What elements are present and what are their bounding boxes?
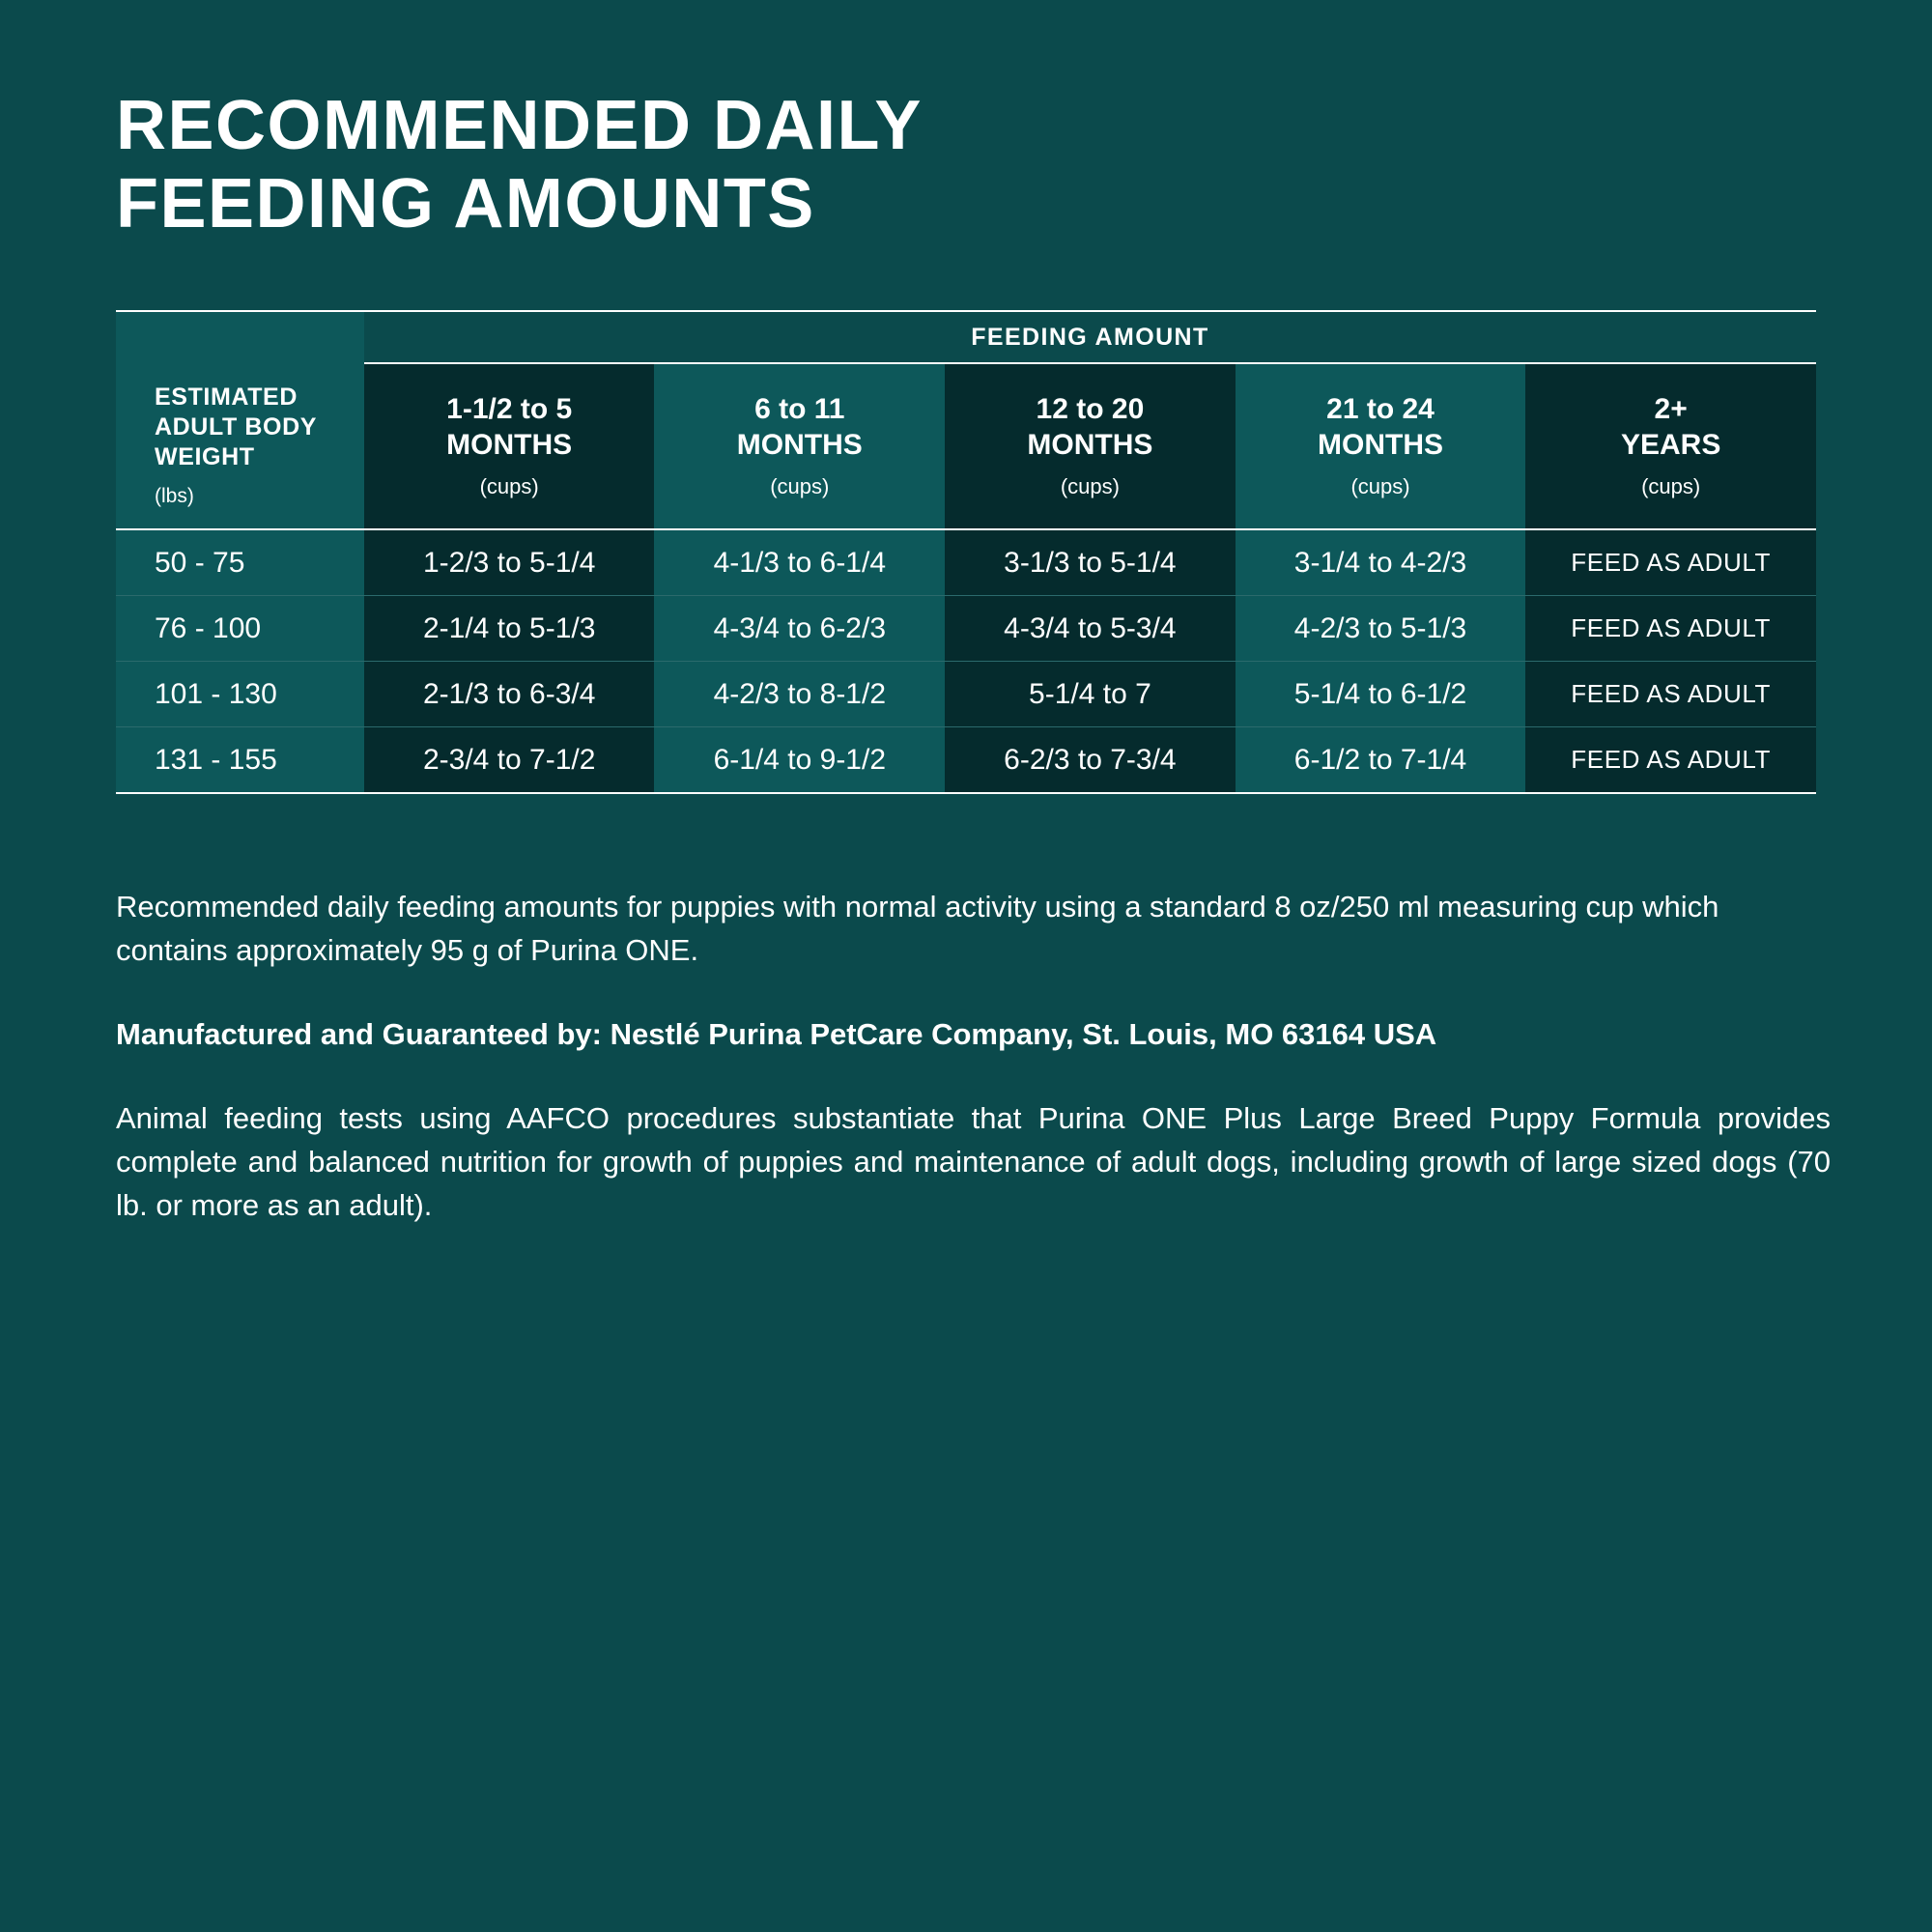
row-0-weight: 50 - 75 [116, 529, 364, 596]
row-1-weight: 76 - 100 [116, 596, 364, 662]
page-title [116, 87, 1372, 242]
row-2-cell-0: 2-1/3 to 6-3/4 [364, 662, 655, 727]
column-header-4 [1236, 363, 1526, 529]
column-header-4-line-1: 21 to 24 [1326, 393, 1435, 426]
column-header-1-line-2: MONTHS [446, 428, 573, 461]
row-2-cell-4: FEED AS ADULT [1525, 662, 1816, 727]
column-header-5-unit: (cups) [1641, 474, 1701, 499]
row-3-cell-2: 6-2/3 to 7-3/4 [945, 727, 1236, 794]
column-header-2-line-2: MONTHS [736, 428, 863, 461]
group-header-feeding-amount: FEEDING AMOUNT [364, 311, 1816, 363]
manufacturer-note: Manufactured and Guaranteed by: Nestlé Purina PetCare Company, St. Louis, MO 63164 USA [116, 1017, 1437, 1052]
row-3-weight: 131 - 155 [116, 727, 364, 794]
page-title-line-2: FEEDING AMOUNTS [116, 164, 815, 242]
column-header-3 [945, 363, 1236, 529]
row-0-cell-1: 4-1/3 to 6-1/4 [654, 529, 945, 596]
row-2-cell-1: 4-2/3 to 8-1/2 [654, 662, 945, 727]
row-3-cell-3: 6-1/2 to 7-1/4 [1236, 727, 1526, 794]
column-header-5-line-2: YEARS [1620, 428, 1721, 461]
row-1-cell-3: 4-2/3 to 5-1/3 [1236, 596, 1526, 662]
row-header-line-1: ESTIMATED [155, 384, 298, 412]
row-2-weight: 101 - 130 [116, 662, 364, 727]
table-row [116, 529, 1816, 596]
table-group-header-row [116, 311, 1816, 363]
feeding-amounts-table [116, 310, 1816, 794]
row-header-unit: (lbs) [155, 485, 194, 508]
column-header-3-line-1: 12 to 20 [1036, 393, 1145, 426]
row-0-cell-2: 3-1/3 to 5-1/4 [945, 529, 1236, 596]
feeding-note: Recommended daily feeding amounts for puppies with normal activity using a standard 8 oz/250 ml measuring cup which contains approximately 95 g of Purina ONE. [116, 890, 1719, 968]
column-header-3-line-2: MONTHS [1027, 428, 1153, 461]
table-row [116, 662, 1816, 727]
table-row [116, 596, 1816, 662]
row-header-line-3: WEIGHT [155, 443, 255, 471]
column-header-4-line-2: MONTHS [1318, 428, 1443, 461]
column-header-1 [364, 363, 655, 529]
column-header-4-unit: (cups) [1350, 474, 1410, 499]
table-column-header-row [116, 363, 1816, 529]
row-0-cell-3: 3-1/4 to 4-2/3 [1236, 529, 1526, 596]
page-title-line-1: RECOMMENDED DAILY [116, 87, 923, 164]
row-2-cell-3: 5-1/4 to 6-1/2 [1236, 662, 1526, 727]
row-header-estimated-adult-body-weight [116, 363, 364, 529]
column-header-5-line-1: 2+ [1654, 393, 1688, 426]
column-header-2-unit: (cups) [770, 474, 830, 499]
notes-section [116, 886, 1831, 1228]
row-0-cell-4: FEED AS ADULT [1525, 529, 1816, 596]
row-2-cell-2: 5-1/4 to 7 [945, 662, 1236, 727]
column-header-1-line-1: 1-1/2 to 5 [446, 393, 573, 426]
row-1-cell-1: 4-3/4 to 6-2/3 [654, 596, 945, 662]
row-1-cell-0: 2-1/4 to 5-1/3 [364, 596, 655, 662]
column-header-1-unit: (cups) [479, 474, 539, 499]
column-header-2-line-1: 6 to 11 [754, 393, 845, 426]
column-header-5 [1525, 363, 1816, 529]
aafco-statement: Animal feeding tests using AAFCO procedures substantiate that Purina ONE Plus Large Breed Puppy Formula provides complete and balanced nutrition for growth of puppies and maintenance of adult dogs, including growth of large sized dogs (70 lb. or more as an adult). [116, 1101, 1831, 1222]
row-header-line-2: ADULT BODY [155, 413, 318, 441]
column-header-2 [654, 363, 945, 529]
row-1-cell-4: FEED AS ADULT [1525, 596, 1816, 662]
row-1-cell-2: 4-3/4 to 5-3/4 [945, 596, 1236, 662]
row-0-cell-0: 1-2/3 to 5-1/4 [364, 529, 655, 596]
column-header-3-unit: (cups) [1060, 474, 1120, 499]
row-3-cell-0: 2-3/4 to 7-1/2 [364, 727, 655, 794]
table-row [116, 727, 1816, 794]
corner-spacer [116, 311, 364, 363]
row-3-cell-1: 6-1/4 to 9-1/2 [654, 727, 945, 794]
row-3-cell-4: FEED AS ADULT [1525, 727, 1816, 794]
